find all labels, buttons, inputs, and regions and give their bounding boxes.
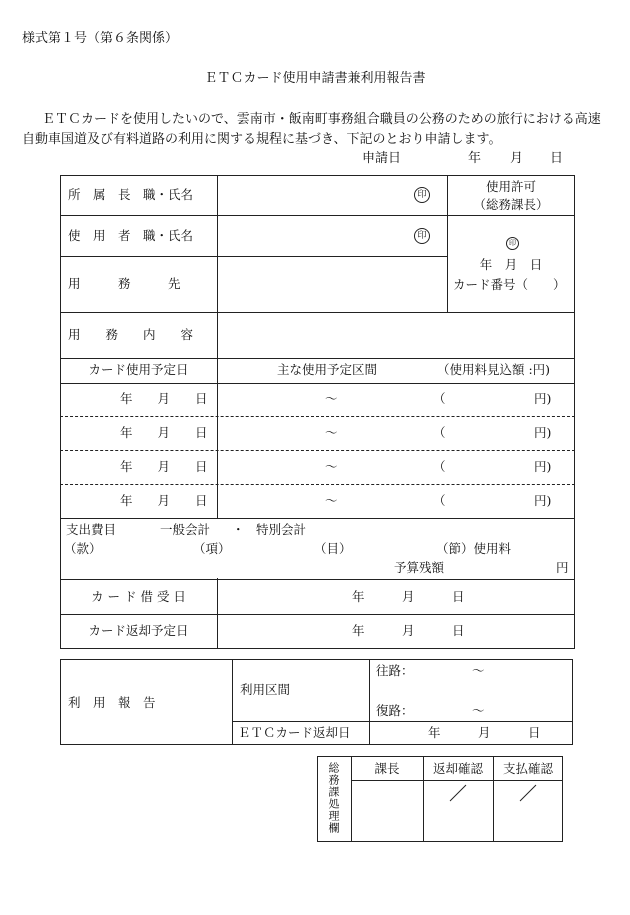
usage-fee-open: （ (433, 493, 446, 508)
usage-date-header: カード使用予定日 (88, 362, 189, 377)
application-date-label: 申請日 (362, 151, 402, 166)
divider (60, 416, 575, 417)
application-date-year: 年 (468, 151, 482, 166)
payment-check-column: 支払確認 (502, 761, 553, 776)
divider (60, 215, 447, 216)
seal-mark: 印 (414, 228, 430, 244)
content-field[interactable] (225, 318, 570, 354)
seal-mark: 印 (506, 237, 519, 250)
application-date-month: 月 (510, 151, 524, 166)
setsu-label: （節）使用料 (436, 541, 512, 556)
divider (232, 721, 573, 722)
intro-line-1: ＥＴＣカードを使用したいので、雲南市・飯南町事務組合職員の公務のための旅行における高速 (42, 112, 601, 127)
special-account-option[interactable]: 特別会計 (256, 522, 307, 537)
usage-fee-header: （使用料見込額 :円) (437, 362, 551, 377)
usage-fee-close: 円) (534, 493, 552, 508)
permission-date[interactable]: 年 月 日 (479, 257, 543, 272)
divider (60, 518, 575, 519)
return-trip-label: 復路： (376, 703, 414, 718)
return-trip-tilde[interactable]: ～ (472, 703, 485, 718)
usage-section: ～ (325, 493, 338, 508)
etc-return-date[interactable]: 年 月 日 (428, 725, 541, 740)
usage-date: 年 月 日 (120, 391, 208, 406)
form-number: 様式第１号（第６条関係） (22, 31, 179, 46)
divider (60, 256, 447, 257)
divider (60, 614, 575, 615)
application-date-day: 日 (550, 151, 564, 166)
destination-label: 用 務 先 (68, 276, 181, 291)
divider (60, 579, 575, 580)
outbound-tilde[interactable]: ～ (472, 663, 485, 678)
budget-remaining-label: 予算残額 (394, 560, 445, 575)
account-separator: ・ (232, 522, 245, 537)
card-number-field[interactable]: カード番号（ ） (453, 277, 566, 292)
supervisor-name-field[interactable] (225, 180, 405, 210)
user-name-field[interactable] (225, 221, 405, 251)
chief-column: 課長 (374, 761, 400, 776)
card-return-label: カード返却予定日 (88, 623, 189, 638)
divider (60, 484, 575, 485)
divider (232, 659, 233, 745)
usage-fee-close: 円) (534, 425, 552, 440)
card-borrow-label: カ ー ド 借 受 日 (91, 589, 186, 604)
usage-fee-close: 円) (534, 459, 552, 474)
outbound-label: 往路： (376, 663, 414, 678)
kou-label: （項） (193, 541, 231, 556)
usage-section: ～ (325, 425, 338, 440)
expense-label: 支出費目 (66, 522, 117, 537)
usage-section: ～ (325, 459, 338, 474)
permission-label: 使用許可 (485, 179, 536, 194)
supervisor-label: 所 属 長 職・氏名 (68, 187, 194, 202)
intro-line-2: 自動車国道及び有料道路の利用に関する規程に基づき、下記のとおり申請します。 (22, 132, 502, 147)
usage-section-header: 主な使用予定区間 (277, 362, 378, 377)
usage-date: 年 月 日 (120, 425, 208, 440)
divider (60, 450, 575, 451)
user-label: 使 用 者 職・氏名 (68, 228, 194, 243)
return-check-cell[interactable] (424, 781, 492, 841)
processing-label: 総務課処理欄 (327, 762, 340, 834)
moku-label: （目） (314, 541, 352, 556)
usage-date: 年 月 日 (120, 493, 208, 508)
kan-label: （款） (64, 541, 102, 556)
budget-yen: 円 (556, 560, 569, 575)
divider (60, 358, 575, 359)
seal-mark: 印 (414, 187, 430, 203)
card-borrow-date[interactable]: 年 月 日 (352, 589, 465, 604)
etc-return-label: ＥＴＣカード返却日 (238, 725, 351, 740)
usage-fee-open: （ (433, 391, 446, 406)
usage-fee-open: （ (433, 425, 446, 440)
section-label: 利用区間 (240, 682, 291, 697)
usage-date: 年 月 日 (120, 459, 208, 474)
divider (447, 175, 448, 312)
card-return-date[interactable]: 年 月 日 (352, 623, 465, 638)
document-title: ＥＴＣカード使用申請書兼利用報告書 (204, 71, 426, 86)
permission-sublabel: （総務課長） (473, 197, 549, 212)
divider (447, 215, 575, 216)
usage-fee-open: （ (433, 459, 446, 474)
chief-stamp-cell[interactable] (352, 781, 422, 841)
usage-section: ～ (325, 391, 338, 406)
divider (60, 383, 575, 384)
payment-check-cell[interactable] (494, 781, 562, 841)
return-check-column: 返却確認 (432, 761, 483, 776)
general-account-option[interactable]: 一般会計 (160, 522, 211, 537)
destination-field[interactable] (225, 262, 440, 306)
divider (60, 312, 575, 313)
usage-fee-close: 円) (534, 391, 552, 406)
divider (369, 659, 370, 745)
content-label: 用 務 内 容 (68, 327, 194, 342)
usage-report-label: 利 用 報 告 (68, 695, 156, 710)
